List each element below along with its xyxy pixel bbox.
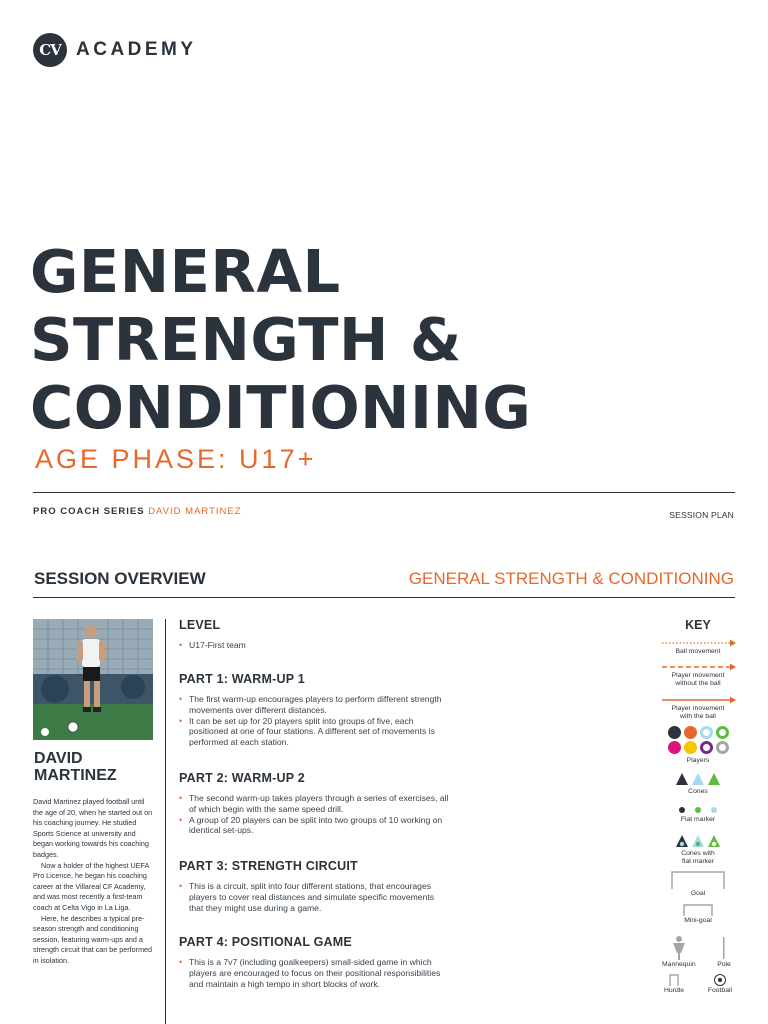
logo-text: ACADEMY [76,39,197,60]
bio-paragraph: Here, he describes a typical pre-season strength and conditioning session, featuring warm-ups and a strength circuit that can be performed in isolation. [33,913,153,965]
player-movement-no-ball-arrow-icon [660,662,736,672]
coach-photo [33,619,153,740]
bio-paragraph: Now a holder of the highest UEFA Pro Licence, he began his coaching career at the Villareal CF Academy, and was most recently a first-team coach at Celta Vigo in La Liga. [33,860,149,912]
player-movement-with-ball-arrow-icon [660,695,736,705]
title-line-3: CONDITIONING [30,373,532,442]
section-part-1 [179,672,449,748]
coach-bio [33,797,156,967]
pole-item [714,935,734,969]
section-title: PART 2: WARM-UP 2 [179,771,305,785]
title-line-2: STRENGTH & [30,305,462,374]
coach-name [34,750,117,784]
flat-marker-icon [660,806,736,814]
section-level [179,618,449,651]
section-part-2 [179,771,449,836]
section-title: PART 4: POSITIONAL GAME [179,935,352,949]
list-item: • The second warm-up takes players through a series of exercises, all of which begin with the same speed drill. [179,793,449,815]
pole-icon [714,935,734,961]
session-plan-label: SESSION PLAN [669,510,734,520]
bio-paragraph: David Martinez played football until the age of 20, when he started out on his coaching journey. He studied Sports Science at university and began working towards his coaching badges. [33,797,153,859]
mannequin-icon [664,935,694,961]
section-part-4 [179,935,449,989]
overview-heading: SESSION OVERVIEW [34,569,206,588]
series-label: PRO COACH SERIES [33,506,145,517]
mannequin-item [662,935,696,969]
hurdle-icon [664,973,684,987]
overview-subject: GENERAL STRENGTH & CONDITIONING [408,569,734,588]
list-item: • This is a circuit, split into four different stations, that encourages players to cover real distances and simulate specific movements that they might use during a game. [179,881,449,913]
divider [33,597,735,598]
key-label-line: without the ball [675,680,721,688]
key-label-line: Player movement [671,704,725,712]
divider [33,492,735,493]
key-flat-marker: Flat marker [680,816,716,824]
football-item [708,973,732,995]
players-icon [660,726,736,739]
list-item: • A group of 20 players can be split into two groups of 10 working on identical set-ups. [179,815,449,837]
column-divider [165,619,166,1024]
series-author: DAVID MARTINEZ [148,506,242,517]
key-pole: Pole [717,961,731,969]
key-mannequin: Mannequin [662,961,696,969]
section-title: PART 1: WARM-UP 1 [179,672,305,686]
list-item: • It can be set up for 20 players split into groups of five, each positioned at one of four stations. A different set of movements is performed at each station. [179,716,449,748]
key-cones-flat-marker [660,850,736,866]
key-label-line: flat marker [681,857,715,865]
coach-first-name: DAVID [34,750,83,767]
key-label-line: Cones with [681,849,715,857]
key-ball-movement: Ball movement [675,648,721,655]
page-title [30,238,730,442]
football-icon [710,973,730,987]
section-part-3 [179,859,449,913]
section-title: LEVEL [179,618,221,632]
age-phase: AGE PHASE: U17+ [35,444,317,474]
series-line [33,506,242,517]
key-mini-goal: Mini-goal [684,917,712,925]
logo-badge: CV [33,33,67,67]
key-label-line: with the ball [680,712,716,720]
section-title: PART 3: STRENGTH CIRCUIT [179,859,358,873]
hurdle-item [664,973,684,995]
key-cones: Cones [688,788,708,796]
list-item: • The first warm-up encourages players to perform different strength movements over different distances. [179,694,449,716]
title-line-1: GENERAL [30,237,341,306]
cones-with-flat-marker-icon [660,834,736,848]
key-title: KEY [685,618,711,632]
key-player-no-ball [660,672,736,688]
cv-academy-logo [33,33,197,67]
list-item: • This is a 7v7 (including goalkeepers) small-sided game in which players are encouraged to focus on their positional responsibilities and maintain a high tempo in short blocks of work. [179,957,449,989]
key-player-with-ball [660,705,736,721]
players-icon [660,741,736,754]
list-item: • U17-First team [179,640,449,651]
cones-icon [660,772,736,786]
diagram-key [660,618,736,995]
goal-icon [660,870,736,890]
coach-last-name: MARTINEZ [34,767,117,784]
ball-movement-arrow-icon [660,638,736,648]
key-label-line: Player movement [671,672,725,680]
key-football: Football [707,986,732,994]
mini-goal-icon [660,903,736,917]
key-players: Players [686,757,710,765]
key-goal: Goal [690,890,706,898]
key-hurdle: Hurdle [664,986,685,994]
